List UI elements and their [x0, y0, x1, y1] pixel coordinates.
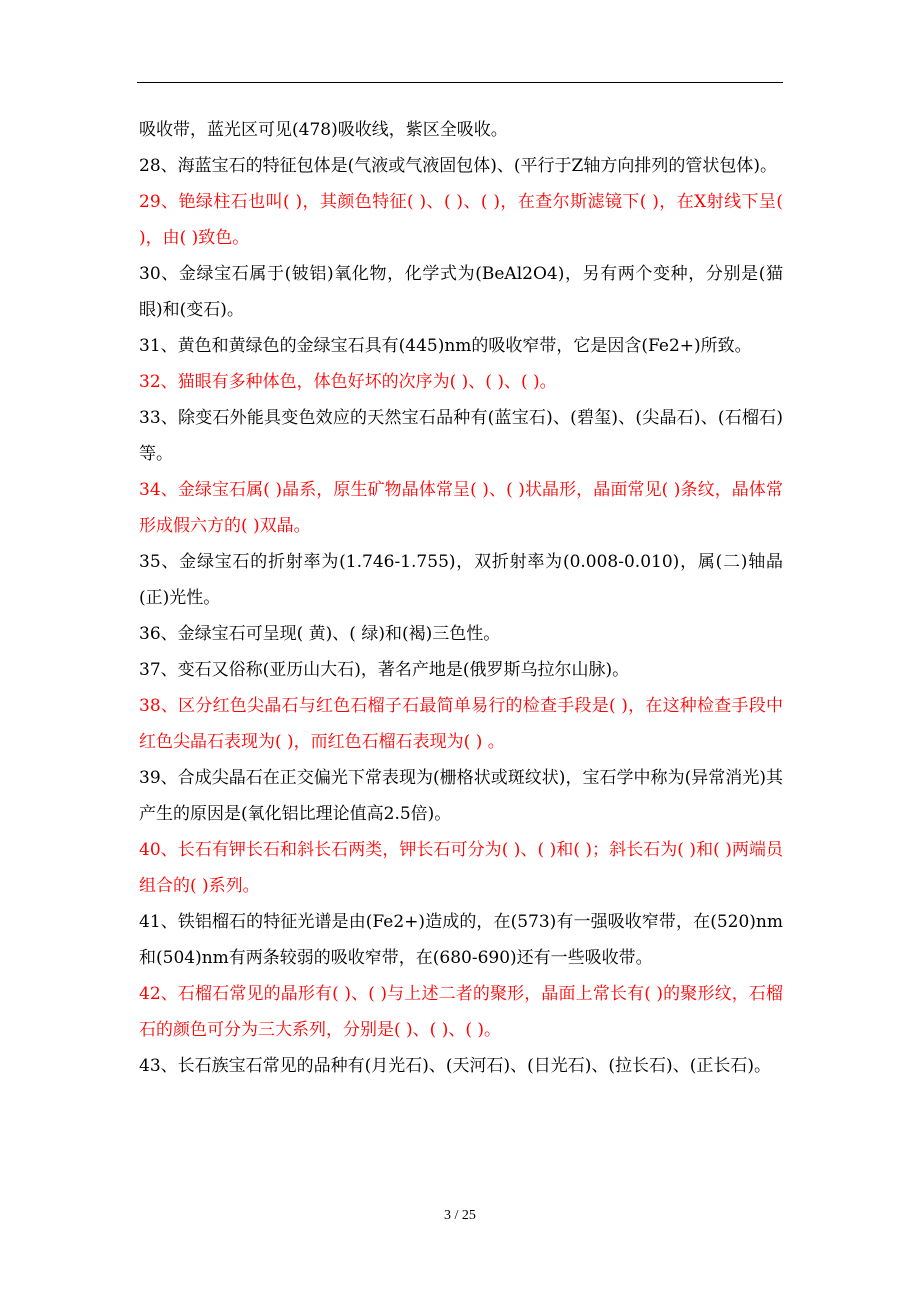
- question-31: 31、黄色和黄绿色的金绿宝石具有(445)nm的吸收窄带，它是因含(Fe2+)所致。: [139, 336, 752, 356]
- question-40: 40、长石有钾长石和斜长石两类，钾长石可分为( )、( )和( )；斜长石为( )和( )两端员组合的( )系列。: [139, 840, 783, 896]
- document-body: [139, 112, 783, 1084]
- question-41: 41、铁铝榴石的特征光谱是由(Fe2+)造成的，在(573)有一强吸收窄带，在(520)nm和(504)nm有两条较弱的吸收窄带，在(680-690)还有一些吸收带。: [139, 912, 783, 968]
- question-33: 33、除变石外能具变色效应的天然宝石品种有(蓝宝石)、(碧玺)、(尖晶石)、(石榴石)等。: [139, 408, 783, 464]
- header-rule: [137, 82, 783, 83]
- paragraph-27-continuation: 吸收带，蓝光区可见(478)吸收线，紫区全吸收。: [139, 120, 508, 140]
- question-42: 42、石榴石常见的晶形有( )、( )与上述二者的聚形，晶面上常长有( )的聚形纹，石榴石的颜色可分为三大系列，分别是( )、( )、( )。: [139, 984, 783, 1040]
- question-38: 38、区分红色尖晶石与红色石榴子石最简单易行的检查手段是( )，在这种检查手段中红色尖晶石表现为( )，而红色石榴石表现为( ) 。: [139, 696, 783, 752]
- page-number: 3 / 25: [444, 1208, 476, 1223]
- question-28: 28、海蓝宝石的特征包体是(气液或气液固包体)、(平行于Z轴方向排列的管状包体)。: [139, 156, 777, 176]
- question-43: 43、长石族宝石常见的品种有(月光石)、(天河石)、(日光石)、(拉长石)、(正长石)。: [139, 1056, 771, 1076]
- question-32: 32、猫眼有多种体色，体色好坏的次序为( )、( )、( )。: [139, 372, 557, 392]
- question-30: 30、金绿宝石属于(铍铝)氧化物，化学式为(BeAl2O4)，另有两个变种，分别是(猫眼)和(变石)。: [139, 264, 783, 320]
- question-29: 29、铯绿柱石也叫( )，其颜色特征( )、( )、( )，在查尔斯滤镜下( )，在X射线下呈( )，由( )致色。: [139, 192, 783, 248]
- question-37: 37、变石又俗称(亚历山大石)，著名产地是(俄罗斯乌拉尔山脉)。: [139, 660, 630, 680]
- question-35: 35、金绿宝石的折射率为(1.746-1.755)，双折射率为(0.008-0.010)，属(二)轴晶(正)光性。: [139, 552, 783, 608]
- question-36: 36、金绿宝石可呈现( 黄)、( 绿)和(褐)三色性。: [139, 624, 501, 644]
- question-39: 39、合成尖晶石在正交偏光下常表现为(栅格状或斑纹状)，宝石学中称为(异常消光)其产生的原因是(氧化铝比理论值高2.5倍)。: [139, 768, 783, 824]
- question-34: 34、金绿宝石属( )晶系，原生矿物晶体常呈( )、( )状晶形，晶面常见( )条纹，晶体常形成假六方的( )双晶。: [139, 480, 783, 536]
